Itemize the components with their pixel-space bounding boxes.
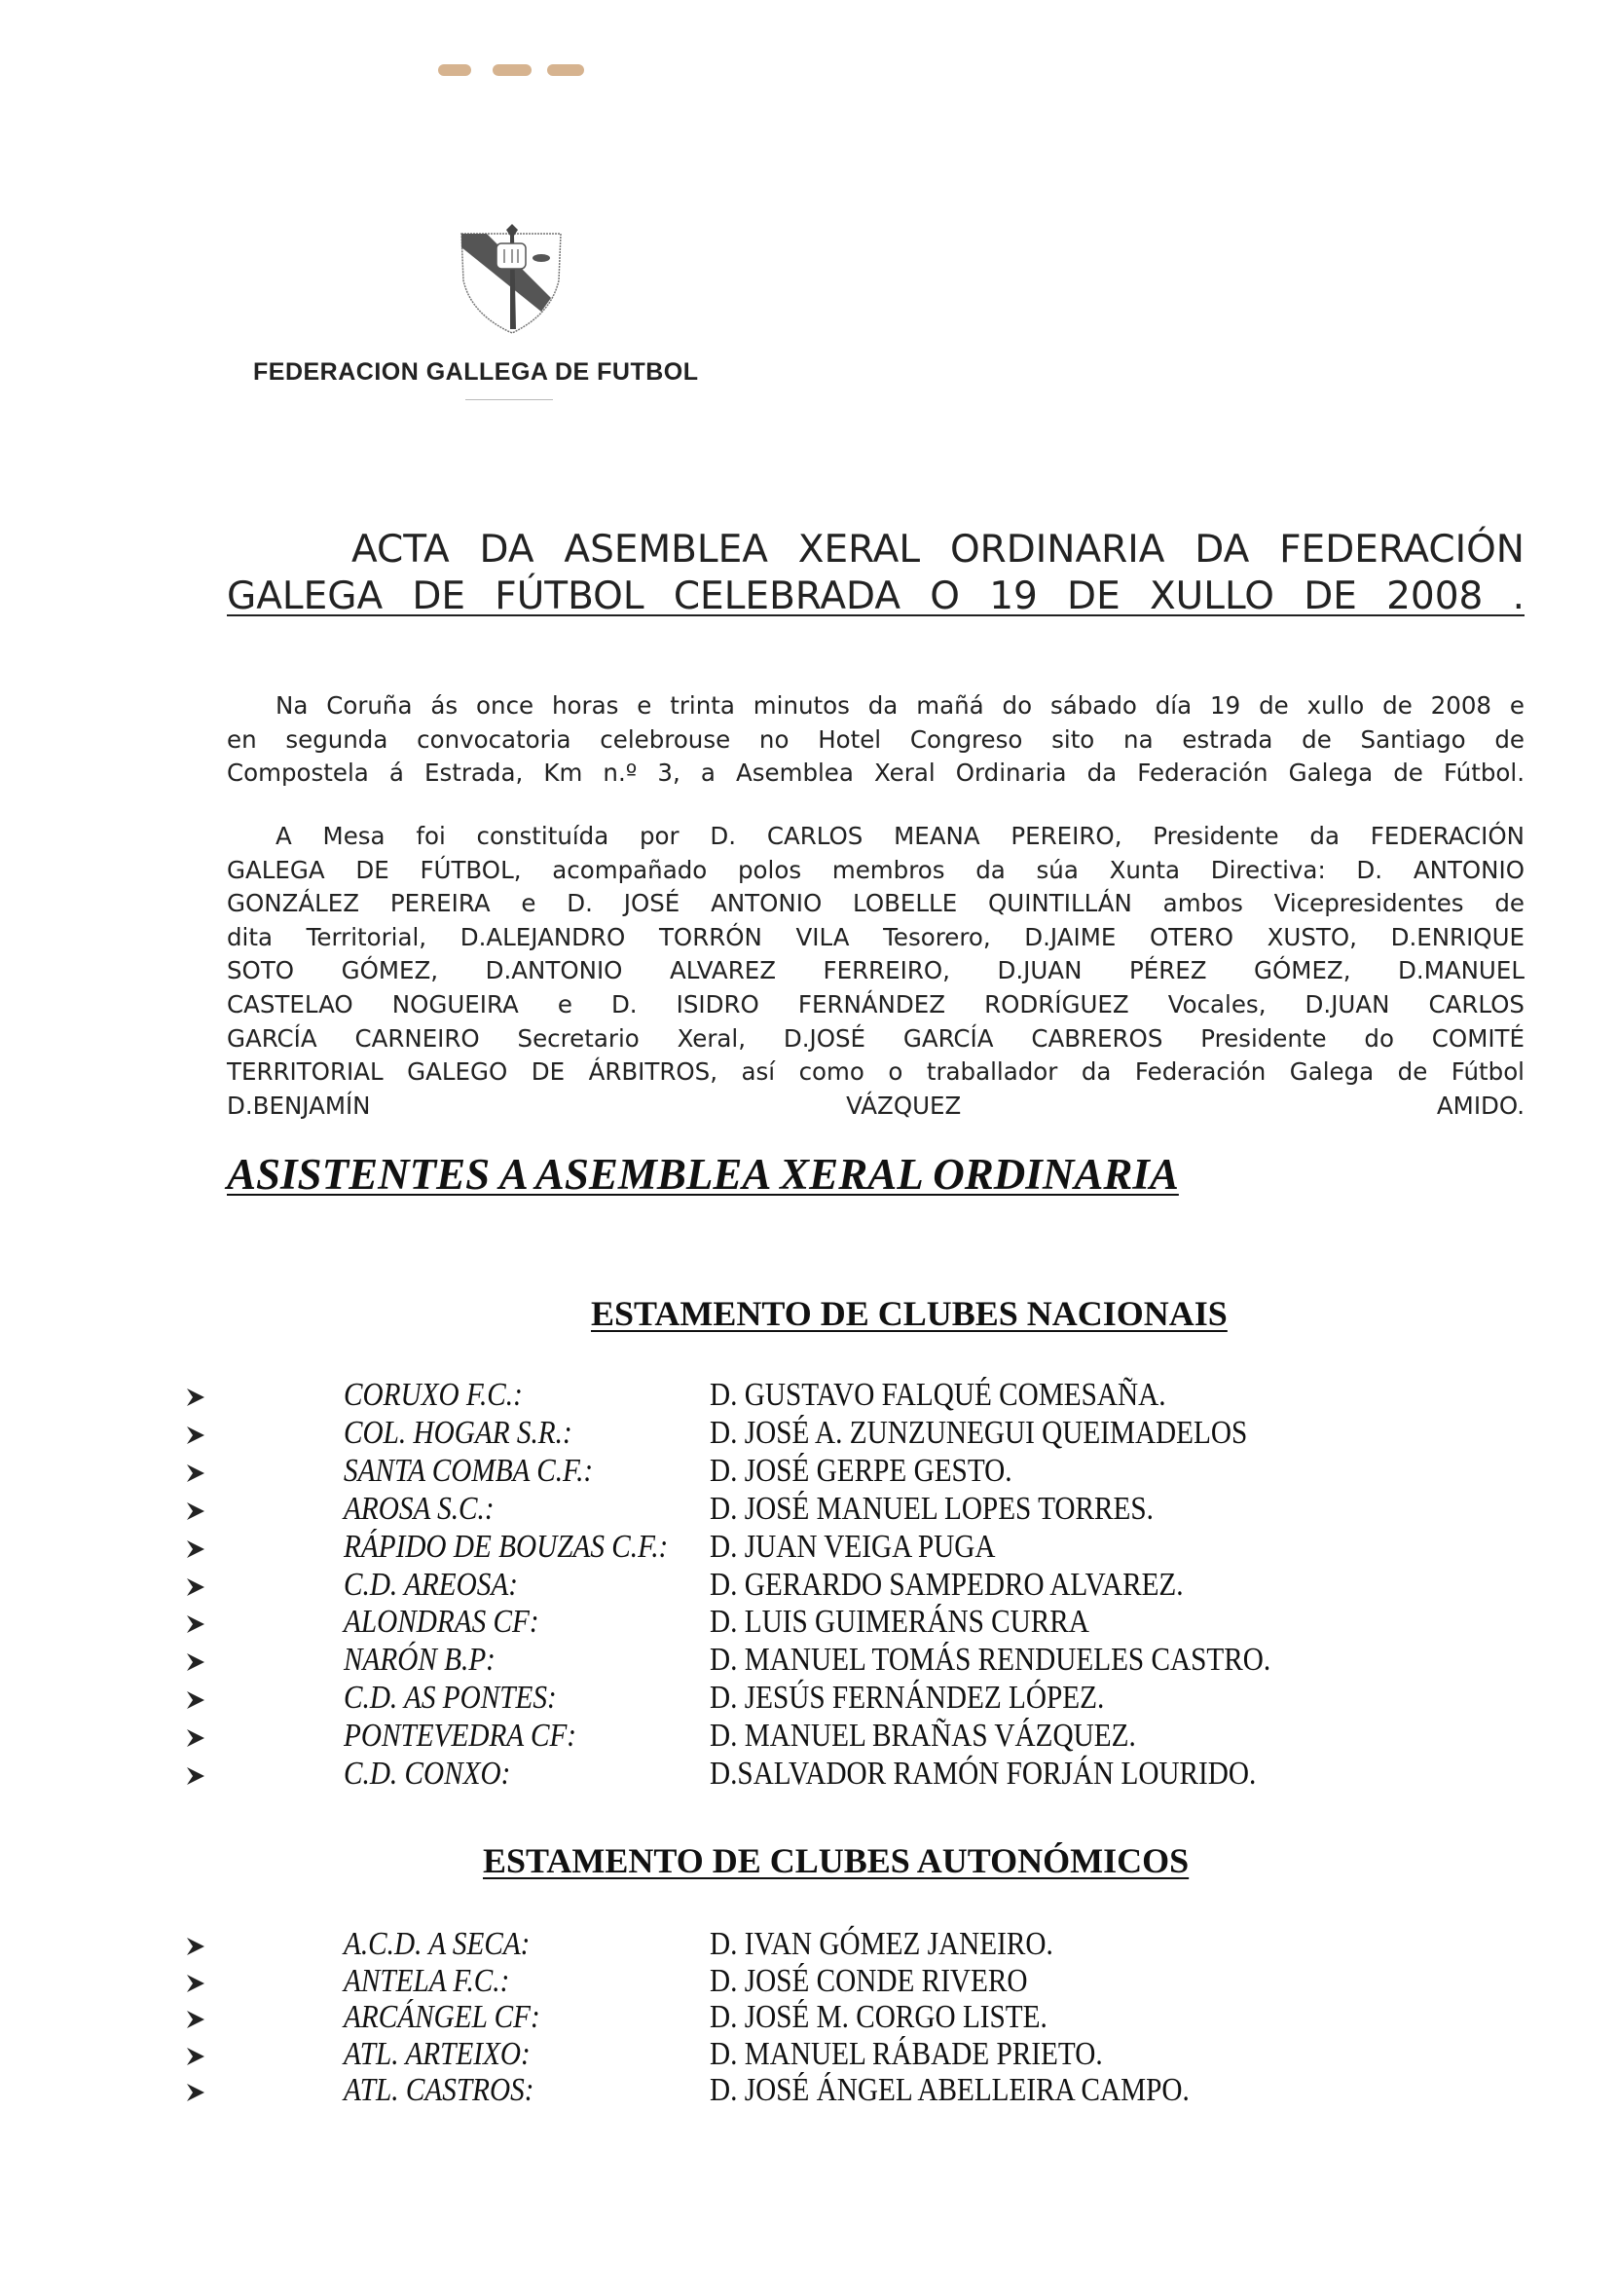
club-name: ANTELA F.C.: xyxy=(344,1962,510,1999)
text-line: TERRITORIAL GALEGO DE ÁRBITROS, así como o traballador da Federación Galega de Fútbol xyxy=(227,1057,1525,1087)
section-heading: ESTAMENTO DE CLUBES AUTONÓMICOS xyxy=(483,1841,1190,1880)
representative-name: D. IVAN GÓMEZ JANEIRO. xyxy=(710,1926,1053,1962)
representative-name: D. JOSÉ CONDE RIVERO xyxy=(710,1962,1028,1999)
club-name: NARÓN B.P: xyxy=(344,1642,496,1679)
representative-name: D. JOSÉ GERPE GESTO. xyxy=(710,1452,1012,1489)
representative-name: D. MANUEL RÁBADE PRIETO. xyxy=(710,2035,1103,2072)
club-name: COL. HOGAR S.R.: xyxy=(344,1414,572,1451)
attendee-row xyxy=(0,1377,1617,1415)
attendee-row xyxy=(0,1529,1617,1567)
club-name: ATL. CASTROS: xyxy=(344,2072,534,2109)
paper-stain xyxy=(547,64,584,76)
arrow-bullet-icon xyxy=(185,1387,206,1408)
club-name: SANTA COMBA C.F.: xyxy=(344,1452,594,1489)
attendees-heading: ASISTENTES A ASEMBLEA XERAL ORDINARIA xyxy=(227,1150,1179,1199)
text-line: Compostela á Estrada, Km n.º 3, a Asemblea Xeral Ordinaria da Federación Galega de Fútbol. xyxy=(227,759,1525,788)
representative-name: D. MANUEL TOMÁS RENDUELES CASTRO. xyxy=(710,1642,1271,1679)
text-line: D.BENJAMÍN VÁZQUEZ AMIDO. xyxy=(227,1091,1525,1120)
text-line: en segunda convocatoria celebrouse no Hotel Congreso sito na estrada de Santiago de xyxy=(227,724,1525,754)
title-line: GALEGA DE FÚTBOL CELEBRADA O 19 DE XULLO DE 2008 . xyxy=(227,574,1525,618)
attendee-row xyxy=(0,1642,1617,1680)
text-line: A Mesa foi constituída por D. CARLOS MEANA PEREIRO, Presidente da FEDERACIÓN xyxy=(276,822,1525,850)
federation-shield-icon xyxy=(458,222,565,335)
representative-name: D. JOSÉ ÁNGEL ABELLEIRA CAMPO. xyxy=(710,2072,1190,2109)
arrow-bullet-icon xyxy=(185,1500,206,1522)
representative-name: D. MANUEL BRAÑAS VÁZQUEZ. xyxy=(710,1718,1136,1755)
club-name: AROSA S.C.: xyxy=(344,1490,495,1527)
attendee-row xyxy=(0,1963,1617,2001)
arrow-bullet-icon xyxy=(185,1936,206,1957)
attendee-row xyxy=(0,1999,1617,2037)
text-line: Na Coruña ás once horas e trinta minutos da mañá do sábado día 19 de xullo de 2008 e xyxy=(276,691,1525,720)
arrow-bullet-icon xyxy=(185,1613,206,1635)
club-name: ARCÁNGEL CF: xyxy=(344,1999,540,2036)
title-line: ACTA DA ASEMBLEA XERAL ORDINARIA DA FEDERACIÓN xyxy=(351,528,1525,572)
arrow-bullet-icon xyxy=(185,2082,206,2103)
arrow-bullet-icon xyxy=(185,2009,206,2030)
representative-name: D.SALVADOR RAMÓN FORJÁN LOURIDO. xyxy=(710,1756,1257,1792)
representative-name: D. JESÚS FERNÁNDEZ LÓPEZ. xyxy=(710,1680,1105,1717)
arrow-bullet-icon xyxy=(185,1689,206,1711)
club-name: ATL. ARTEIXO: xyxy=(344,2035,531,2072)
representative-name: D. JOSÉ A. ZUNZUNEGUI QUEIMADELOS xyxy=(710,1414,1248,1451)
attendee-row xyxy=(0,1926,1617,1964)
club-name: CORUXO F.C.: xyxy=(344,1377,523,1413)
attendee-row xyxy=(0,1756,1617,1794)
attendee-row xyxy=(0,1453,1617,1491)
text-line: SOTO GÓMEZ, D.ANTONIO ALVAREZ FERREIRO, D.JUAN PÉREZ GÓMEZ, D.MANUEL xyxy=(227,956,1525,985)
arrow-bullet-icon xyxy=(185,1973,206,1994)
arrow-bullet-icon xyxy=(185,2046,206,2067)
divider xyxy=(465,399,553,400)
attendee-row xyxy=(0,1567,1617,1605)
paragraph-board-members xyxy=(227,820,1525,1123)
arrow-bullet-icon xyxy=(185,1425,206,1446)
arrow-bullet-icon xyxy=(185,1765,206,1787)
attendee-row xyxy=(0,1491,1617,1529)
text-line: GALEGA DE FÚTBOL, acompañado polos membros da súa Xunta Directiva: D. ANTONIO xyxy=(227,855,1525,884)
representative-name: D. LUIS GUIMERÁNS CURRA xyxy=(710,1604,1089,1641)
representative-name: D. JOSÉ M. CORGO LISTE. xyxy=(710,1999,1047,2036)
section-heading: ESTAMENTO DE CLUBES NACIONAIS xyxy=(591,1294,1228,1333)
paragraph-meeting-details xyxy=(227,689,1525,791)
attendee-row xyxy=(0,1680,1617,1718)
text-line: dita Territorial, D.ALEJANDRO TORRÓN VILA Tesorero, D.JAIME OTERO XUSTO, D.ENRIQUE xyxy=(227,922,1525,951)
text-line: CASTELAO NOGUEIRA e D. ISIDRO FERNÁNDEZ RODRÍGUEZ Vocales, D.JUAN CARLOS xyxy=(227,989,1525,1018)
arrow-bullet-icon xyxy=(185,1576,206,1598)
text-line: GONZÁLEZ PEREIRA e D. JOSÉ ANTONIO LOBELLE QUINTILLÁN ambos Vicepresidentes de xyxy=(227,889,1525,918)
attendee-row xyxy=(0,2036,1617,2074)
representative-name: D. JUAN VEIGA PUGA xyxy=(710,1528,996,1565)
club-name: RÁPIDO DE BOUZAS C.F.: xyxy=(344,1528,669,1565)
arrow-bullet-icon xyxy=(185,1651,206,1673)
paper-stain xyxy=(493,64,532,76)
representative-name: D. GERARDO SAMPEDRO ALVAREZ. xyxy=(710,1566,1184,1603)
arrow-bullet-icon xyxy=(185,1727,206,1749)
arrow-bullet-icon xyxy=(185,1463,206,1484)
club-name: ALONDRAS CF: xyxy=(344,1604,539,1641)
attendee-row xyxy=(0,2072,1617,2110)
text-line: GARCÍA CARNEIRO Secretario Xeral, D.JOSÉ GARCÍA CABREROS Presidente do COMITÉ xyxy=(227,1023,1525,1053)
club-name: C.D. CONXO: xyxy=(344,1756,511,1792)
attendee-row xyxy=(0,1604,1617,1642)
club-name: PONTEVEDRA CF: xyxy=(344,1718,577,1755)
organization-name: FEDERACION GALLEGA DE FUTBOL xyxy=(253,358,699,386)
paper-stain xyxy=(438,64,471,76)
club-name: A.C.D. A SECA: xyxy=(344,1926,531,1962)
club-name: C.D. AS PONTES: xyxy=(344,1680,557,1717)
attendee-row xyxy=(0,1718,1617,1756)
club-name: C.D. AREOSA: xyxy=(344,1566,518,1603)
representative-name: D. GUSTAVO FALQUÉ COMESAÑA. xyxy=(710,1377,1166,1413)
arrow-bullet-icon xyxy=(185,1538,206,1560)
attendee-row xyxy=(0,1415,1617,1453)
representative-name: D. JOSÉ MANUEL LOPES TORRES. xyxy=(710,1490,1155,1527)
